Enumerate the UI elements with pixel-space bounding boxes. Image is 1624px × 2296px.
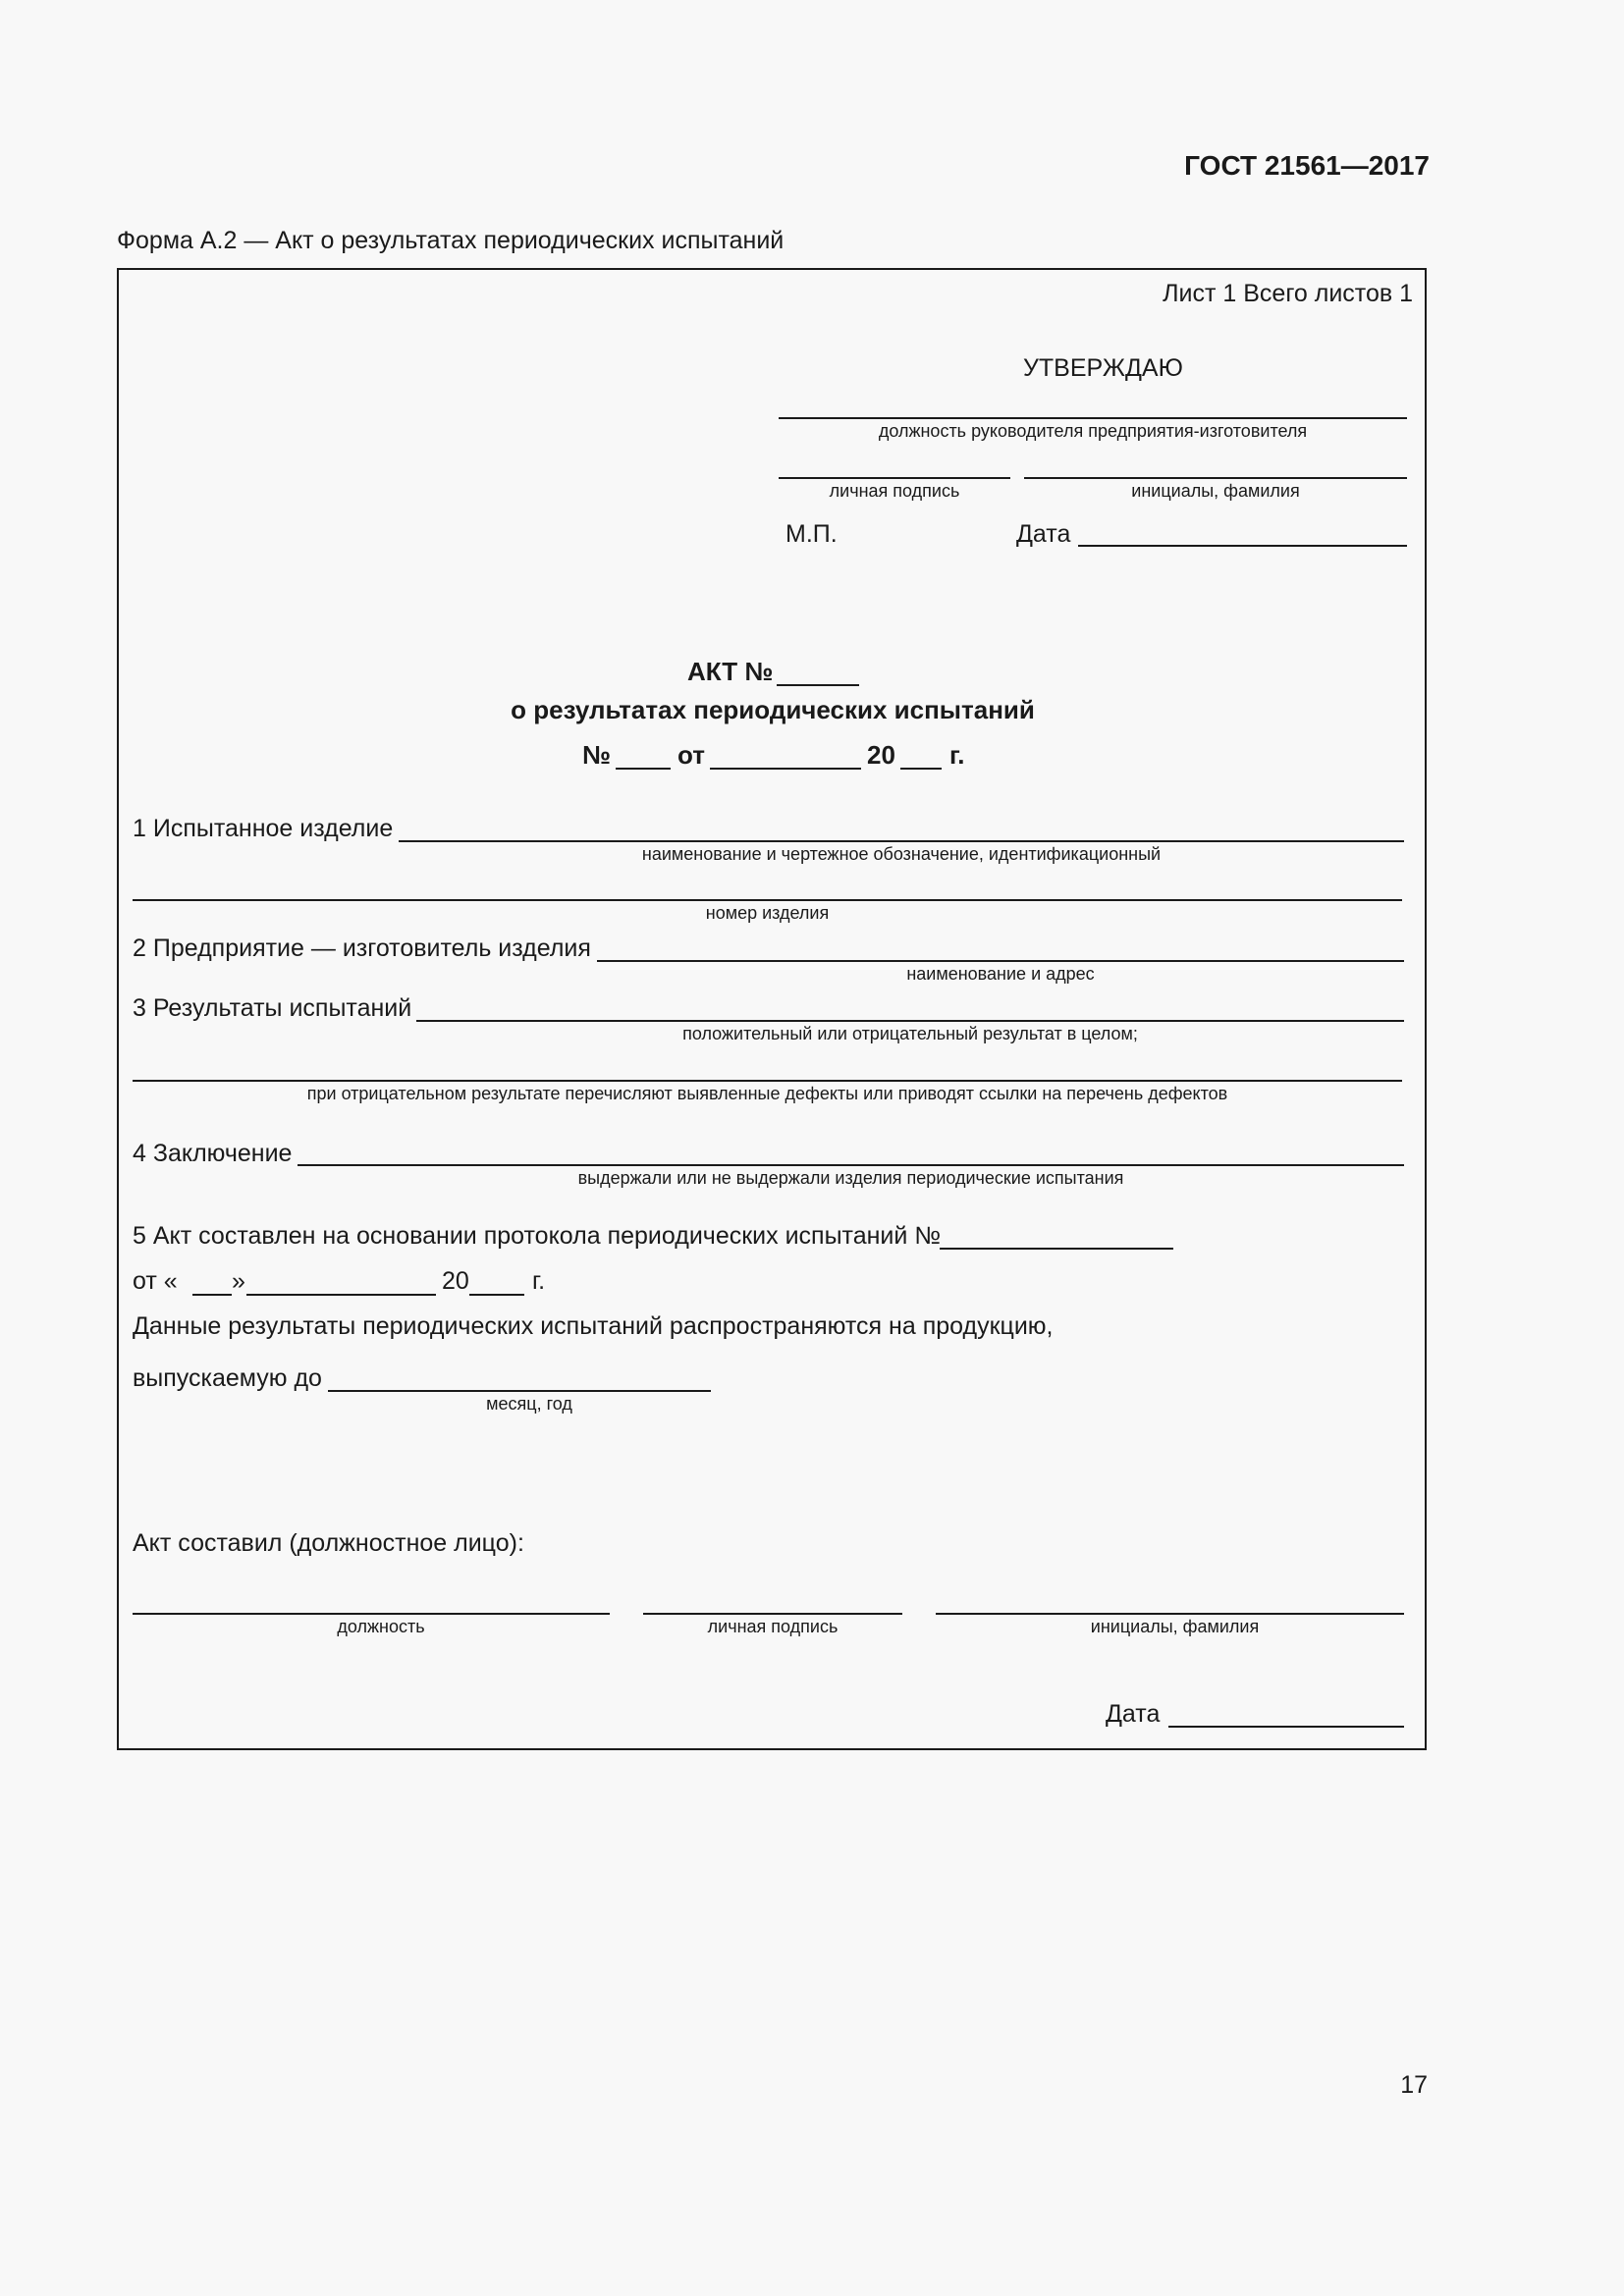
results-label: 3 Результаты испытаний [133, 994, 412, 1022]
item-hint-2: номер изделия [705, 903, 830, 923]
scope-text: Данные результаты периодических испытаний распространяются на продукцию, [133, 1312, 1054, 1340]
form-caption: Форма А.2 — Акт о результатах периодических испытаний [117, 227, 785, 254]
title-from-label: от [677, 740, 705, 770]
protocol-day-line[interactable] [192, 1294, 232, 1296]
maker-label: 2 Предприятие — изготовитель изделия [133, 934, 591, 962]
release-hint: месяц, год [486, 1394, 572, 1414]
conclusion-line[interactable] [298, 1164, 1404, 1166]
approval-date-label: Дата [1016, 520, 1071, 548]
protocol-number-line[interactable] [940, 1248, 1173, 1250]
item-label: 1 Испытанное изделие [133, 815, 394, 842]
sheet-info: Лист 1 Всего листов 1 [1163, 280, 1413, 307]
maker-hint: наименование и адрес [906, 964, 1095, 984]
approval-date-line[interactable] [1078, 545, 1407, 547]
title-year-suffix: г. [949, 740, 965, 770]
protocol-basis-text: 5 Акт составлен на основании протокола периодических испытаний № [133, 1222, 942, 1250]
release-line[interactable] [328, 1390, 711, 1392]
title-no-line[interactable] [616, 768, 671, 770]
signoff-date-label: Дата [1106, 1700, 1161, 1728]
title-year-line[interactable] [900, 768, 942, 770]
compiler-position-hint: должность [337, 1617, 425, 1636]
act-number-line[interactable] [777, 684, 859, 686]
protocol-month-line[interactable] [246, 1294, 436, 1296]
title-year-label: 20 [867, 740, 895, 770]
approver-signature-line[interactable] [779, 477, 1010, 479]
conclusion-hint: выдержали или не выдержали изделия периодические испытания [577, 1168, 1124, 1188]
page-number: 17 [1400, 2071, 1428, 2099]
compiler-name-line[interactable] [936, 1613, 1404, 1615]
item-hint: наименование и чертежное обозначение, идентификационный [641, 844, 1162, 864]
results-line-2[interactable] [133, 1080, 1402, 1082]
stamp-label: М.П. [785, 520, 838, 548]
protocol-year-label: 20 [442, 1267, 469, 1295]
title-date-line[interactable] [710, 768, 861, 770]
act-number-label: АКТ № [687, 657, 774, 686]
item-line-2[interactable] [133, 899, 1402, 901]
act-subject: о результатах периодических испытаний [511, 695, 1035, 724]
item-line[interactable] [399, 840, 1404, 842]
compiler-signature-hint: личная подпись [707, 1617, 839, 1636]
title-no-label: № [582, 740, 611, 770]
approver-signature-hint: личная подпись [829, 481, 960, 501]
approver-position-hint: должность руководителя предприятия-изготовителя [878, 421, 1308, 441]
protocol-date-prefix: от « [133, 1267, 178, 1295]
compiler-signature-line[interactable] [643, 1613, 902, 1615]
conclusion-label: 4 Заключение [133, 1140, 293, 1167]
results-hint-2: при отрицательном результате перечисляют выявленные дефекты или приводят ссылки на перечень дефектов [306, 1084, 1228, 1103]
approval-heading: УТВЕРЖДАЮ [1023, 354, 1183, 382]
approver-name-line[interactable] [1024, 477, 1407, 479]
results-hint: положительный или отрицательный результат в целом; [682, 1024, 1138, 1043]
compiled-by-label: Акт составил (должностное лицо): [133, 1529, 524, 1557]
signoff-date-line[interactable] [1168, 1726, 1404, 1728]
document-code: ГОСТ 21561—2017 [1184, 150, 1430, 181]
approver-position-line[interactable] [779, 417, 1407, 419]
results-line[interactable] [416, 1020, 1404, 1022]
release-label: выпускаемую до [133, 1364, 322, 1392]
maker-line[interactable] [597, 960, 1404, 962]
compiler-name-hint: инициалы, фамилия [1090, 1617, 1260, 1636]
protocol-year-suffix: г. [532, 1267, 546, 1295]
protocol-year-line[interactable] [469, 1294, 524, 1296]
compiler-position-line[interactable] [133, 1613, 610, 1615]
protocol-date-mid: » [232, 1267, 245, 1295]
approver-name-hint: инициалы, фамилия [1131, 481, 1300, 501]
